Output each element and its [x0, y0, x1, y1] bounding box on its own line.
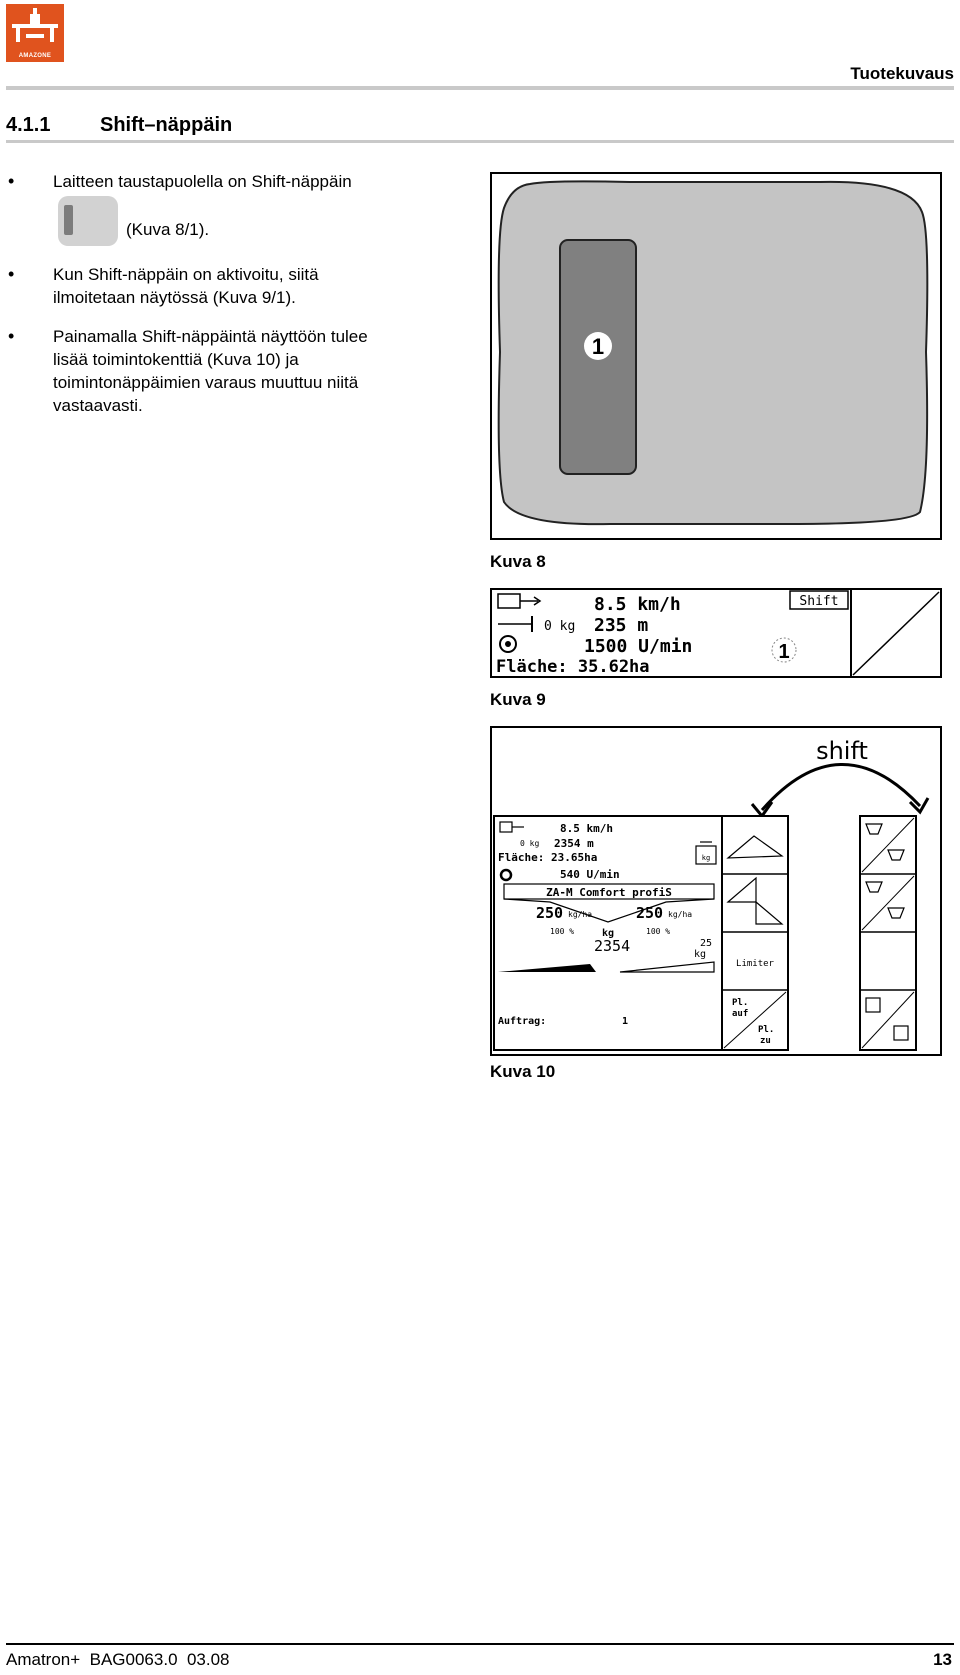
- bullet-dot: •: [8, 171, 15, 191]
- logo-text: AMAZONE: [18, 53, 52, 59]
- weight-small-readout: 0 kg: [520, 839, 540, 848]
- area-readout: Fläche: 23.65ha: [498, 851, 598, 864]
- amazone-logo: [6, 4, 64, 62]
- pl-zu-2: zu: [760, 1036, 771, 1046]
- bullet-1-line-1: Laitteen taustapuolella on Shift-näppäin: [53, 172, 352, 191]
- footer-rule: [6, 1643, 954, 1645]
- figure-9-callout: 1: [778, 641, 790, 663]
- shift-indicator-label: Shift: [799, 594, 839, 609]
- page-number: 13: [933, 1650, 952, 1669]
- figure-8-callout: 1: [591, 334, 605, 359]
- bullet-3-line-1: Painamalla Shift-näppäintä näyttöön tulee: [53, 327, 368, 346]
- rpm-readout: 1500 U/min: [584, 636, 693, 657]
- heading-title: Shift–näppäin: [100, 114, 233, 136]
- remain-unit: kg: [694, 949, 707, 960]
- figure-8: [490, 172, 942, 545]
- rate-unit-right: kg/ha: [668, 910, 693, 919]
- figure-9-caption: Kuva 9: [490, 690, 546, 709]
- bullet-3-line-4: vastaavasti.: [53, 396, 143, 415]
- figure-9: [490, 588, 942, 683]
- footer-doc-id: Amatron+ BAG0063.0 03.08: [6, 1650, 230, 1669]
- weight-readout: 0 kg: [544, 619, 576, 634]
- rate-right: 250: [636, 904, 664, 922]
- bullet-3-line-2: lisää toimintokenttiä (Kuva 10) ja: [53, 350, 299, 369]
- kg-label: kg: [602, 928, 615, 939]
- percent-right: 100 %: [646, 927, 671, 936]
- pl-zu-1: Pl.: [758, 1025, 775, 1035]
- speed-readout: 8.5 km/h: [560, 822, 613, 835]
- bullet-2-line-2: ilmoitetaan näytössä (Kuva 9/1).: [53, 288, 296, 307]
- distance-readout: 235 m: [594, 615, 649, 636]
- header-rule: [6, 86, 954, 90]
- bullet-2-line-1: Kun Shift-näppäin on aktivoitu, siitä: [53, 265, 319, 284]
- shift-key-icon: [58, 196, 118, 246]
- rate-left: 250: [536, 904, 564, 922]
- bullet-dot: •: [8, 264, 15, 284]
- speed-readout: 8.5 km/h: [594, 594, 681, 615]
- limiter-label: Limiter: [736, 959, 774, 969]
- job-label: Auftrag:: [498, 1016, 547, 1027]
- area-readout: Fläche: 35.62ha: [496, 657, 650, 677]
- rate-unit-left: kg/ha: [568, 910, 593, 919]
- kg-total: 2354: [594, 937, 631, 955]
- figure-10: [490, 726, 942, 1061]
- distance-readout: 2354 m: [554, 837, 594, 850]
- rpm-readout: 540 U/min: [560, 868, 620, 881]
- pl-auf-1: Pl.: [732, 998, 749, 1008]
- remain-value: 25: [700, 938, 713, 949]
- scale-label: kg: [701, 854, 711, 862]
- section-name: Tuotekuvaus: [850, 64, 954, 83]
- job-value: 1: [622, 1016, 629, 1027]
- figure-8-caption: Kuva 8: [490, 552, 546, 571]
- shift-word: shift: [816, 737, 868, 765]
- heading-rule: [6, 140, 954, 143]
- figure-10-caption: Kuva 10: [490, 1062, 556, 1081]
- logo-emblem-icon: [6, 4, 64, 50]
- heading-number: 4.1.1: [6, 114, 51, 136]
- pl-auf-2: auf: [732, 1009, 749, 1019]
- bullet-1-line-2: (Kuva 8/1).: [126, 220, 210, 239]
- machine-name: ZA-M Comfort profiS: [546, 886, 672, 899]
- bullet-dot: •: [8, 326, 15, 346]
- percent-left: 100 %: [550, 927, 575, 936]
- bullet-3-line-3: toimintonäppäimien varaus muuttuu niitä: [53, 373, 359, 392]
